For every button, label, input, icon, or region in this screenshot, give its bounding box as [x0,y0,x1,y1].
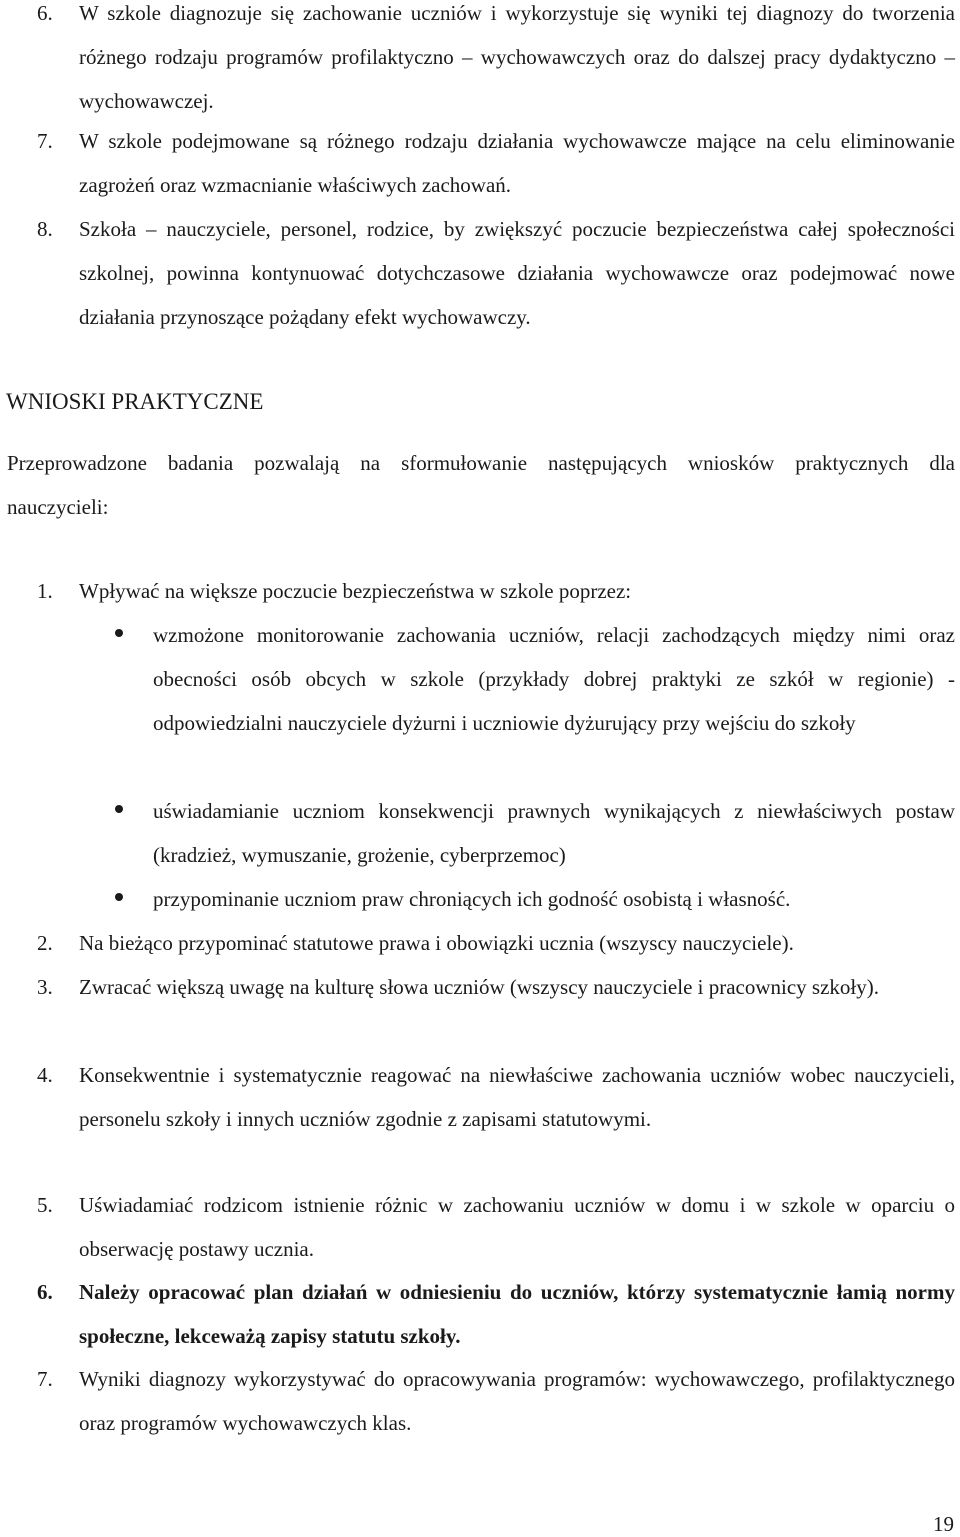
conclusion-item [0,1270,955,1358]
list-item-number: 6. [37,1280,53,1304]
bullet-icon [115,629,123,637]
conclusion-item [0,1357,955,1445]
list-item-number: 7. [37,1367,53,1391]
section-heading: WNIOSKI PRAKTYCZNE [6,389,264,414]
bullet-item [0,613,955,745]
page-number: 19 [933,1512,954,1536]
bullet-icon [115,893,123,901]
list-item [0,207,955,339]
list-item-number: 3. [37,975,53,999]
list-item-text: Wpływać na większe poczucie bezpieczeństwa w szkole poprzez: [79,579,632,603]
bullet-text: uświadamianie uczniom konsekwencji prawnych wynikających z niewłaściwych postaw (kradzież, wymuszanie, grożenie, cyberprzemoc) [153,799,955,867]
list-item-number: 7. [37,129,53,153]
bullet-item [0,877,955,921]
list-item-number: 1. [37,579,53,603]
list-item-number: 4. [37,1063,53,1087]
list-item-text: Na bieżąco przypominać statutowe prawa i obowiązki ucznia (wszyscy nauczyciele). [79,931,794,955]
conclusion-item [0,965,955,1009]
intro-paragraph: Przeprowadzone badania pozwalają na sformułowanie następujących wniosków praktycznych dla nauczycieli: [7,451,955,519]
list-item-text: W szkole podejmowane są różnego rodzaju działania wychowawcze mające na celu eliminowanie zagrożeń oraz wzmacnianie właściwych zachowań. [79,129,955,197]
bullet-item [0,789,955,877]
bullet-text: wzmożone monitorowanie zachowania uczniów, relacji zachodzących między nimi oraz obecności osób obcych w szkole (przykłady dobrej praktyki ze szkół w regionie) - odpowiedzialni nauczyciele dyżurni i uczniowie dyżurujący przy wejściu do szkoły [153,623,955,735]
conclusion-item [0,921,955,965]
list-item-number: 6. [37,1,53,25]
list-item-number: 2. [37,931,53,955]
list-item [0,0,955,123]
list-item-text: Uświadamiać rodzicom istnienie różnic w zachowaniu uczniów w domu i w szkole w oparciu o obserwację postawy ucznia. [79,1193,955,1261]
list-item-text: Konsekwentnie i systematycznie reagować na niewłaściwe zachowania uczniów wobec nauczycieli, personelu szkoły i innych uczniów zgodnie z zapisami statutowymi. [79,1063,955,1131]
bullet-icon [115,805,123,813]
list-item-text: Zwracać większą uwagę na kulturę słowa uczniów (wszyscy nauczyciele i pracownicy szkoły). [79,975,879,999]
list-item-text: Wyniki diagnozy wykorzystywać do opracowywania programów: wychowawczego, profilaktycznego oraz programów wychowawczych klas. [79,1367,955,1435]
conclusion-item [0,1053,955,1141]
list-item-number: 8. [37,217,53,241]
conclusion-item [0,1183,955,1271]
list-item-text: W szkole diagnozuje się zachowanie uczniów i wykorzystuje się wyniki tej diagnozy do tworzenia różnego rodzaju programów profilaktyczno – wychowawczych oraz do dalszej pracy dydaktyczno – wychowawczej. [79,1,955,113]
list-item [0,119,955,207]
list-item-text: Należy opracować plan działań w odniesieniu do uczniów, którzy systematycznie łamią normy społeczne, lekceważą zapisy statutu szkoły. [79,1280,955,1348]
bullet-text: przypominanie uczniom praw chroniących ich godność osobistą i własność. [153,887,791,911]
conclusion-item [0,569,955,613]
list-item-number: 5. [37,1193,53,1217]
list-item-text: Szkoła – nauczyciele, personel, rodzice, by zwiększyć poczucie bezpieczeństwa całej społeczności szkolnej, powinna kontynuować dotychczasowe działania wychowawcze oraz podejmować nowe działania przynoszące pożądany efekt wychowawczy. [79,217,955,329]
